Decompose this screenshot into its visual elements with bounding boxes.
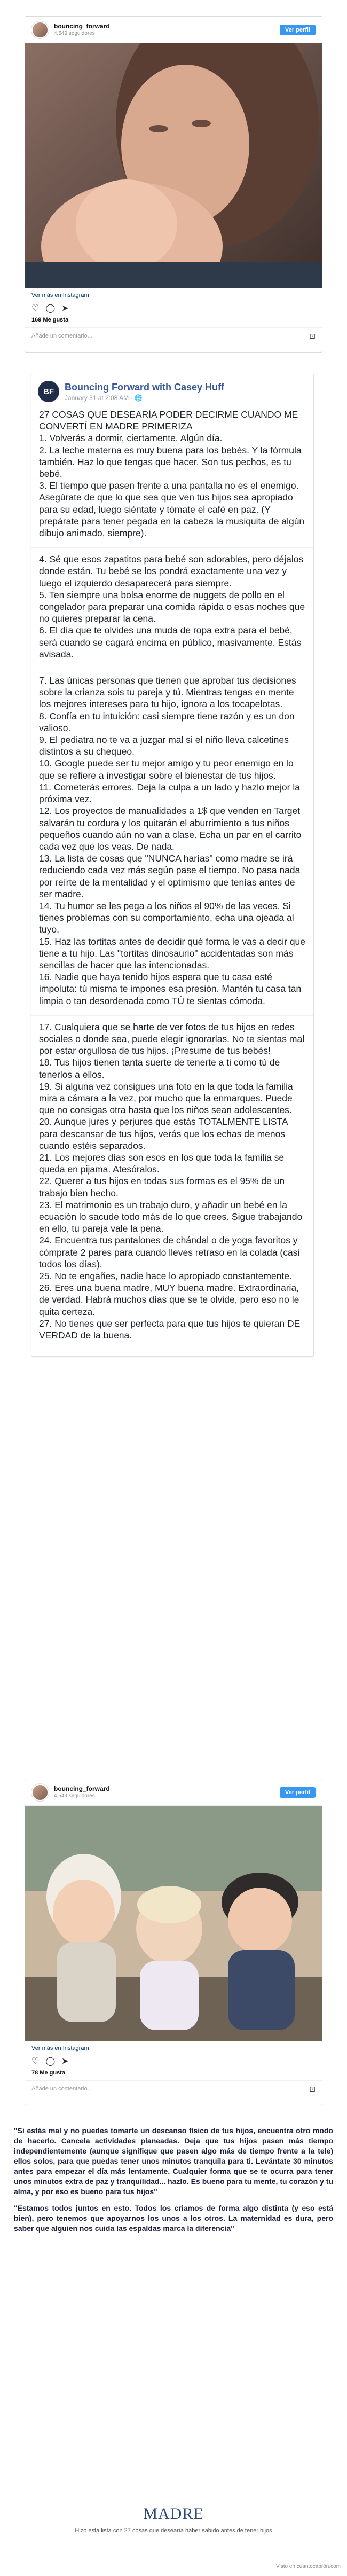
- quote-paragraph-1: "Si estás mal y no puedes tomarte un descanso físico de tus hijos, encuentra otro modo de hacerlo. Cancela actividades planeadas. Deja que tus hijos pasen más tiempo independientemente (aunque signifique que pasen algo más de tiempo frente a la tele) ellos solos, para que puedas tener unos minutos tranquila para ti. Levántate 30 minutos antes para empezar el día más lentamente. Cualquier forma que se te ocurra para tener unos minutos extra de paz y tranquilidad... hazlo. Es bueno para tu mente, tu corazón y tu alma, y por eso es bueno para tus hijos": [14, 2126, 333, 2196]
- ig-header: [25, 1779, 322, 1806]
- ig-avatar[interactable]: [31, 1784, 49, 1801]
- list-item: 18. Tus hijos tienen tanta suerte de tenerte a ti como tú de tenerlos a ellos.: [39, 1057, 280, 1080]
- ig-header: [25, 17, 322, 43]
- ig-followers: 4,549 seguidores: [54, 30, 95, 36]
- list-item: 25. No te engañes, nadie hace lo apropiado constantemente.: [39, 1271, 292, 1282]
- post-section-1: [31, 409, 313, 539]
- list-item: 27. No tienes que ser perfecta para que tus hijos te quieran DE VERDAD de la buena.: [39, 1318, 301, 1341]
- ig-comment-field[interactable]: [25, 327, 322, 344]
- ig-username[interactable]: bouncing_forward: [54, 22, 110, 30]
- post-section-3: [31, 669, 313, 1007]
- page-avatar[interactable]: BF: [38, 381, 59, 402]
- quote-paragraph-2: "Estamos todos juntos en esto. Todos los criamos de forma algo distinta (y eso está bien), pero tenemos que apoyarnos los unos a los otros. La maternidad es dura, pero saber que alguien nos cuida las espaldas marca la diferencia": [14, 2204, 333, 2233]
- ig-view-profile-button[interactable]: Ver perfil: [280, 25, 316, 35]
- ig-photo-mother-baby[interactable]: [25, 43, 322, 288]
- caption-title: MADRE: [143, 2505, 204, 2523]
- list-item: 24. Encuentra tus pantalones de chándal o de yoga favoritos y cómprate 2 pares para cuando lleves retraso en la colada (casi todos los días).: [39, 1235, 300, 1270]
- ig-likes-count: 78 Me gusta: [31, 2070, 65, 2076]
- list-item: 9. El pediatra no te va a juzgar mal si el niño lleva calcetines distintos a su chequeo.: [39, 734, 289, 757]
- ig-view-profile-button[interactable]: Ver perfil: [280, 1787, 316, 1798]
- photo-illustration: [25, 43, 322, 288]
- list-item: 16. Nadie que haya tenido hijos espera que tu casa esté impoluta: tú misma te impones esa presión. Mantén tu casa tan limpia o tan desordenada como TÚ te sientas cómoda.: [39, 972, 302, 1006]
- meme-caption: [0, 2505, 347, 2534]
- list-item: 6. El día que te olvides una muda de ropa extra para el bebé, será cuando se cagará encima en público, masivamente. Estás avisada.: [39, 625, 302, 660]
- list-item: 14. Tu humor se les pega a los niños el 90% de las veces. Si tienes problemas con su comportamiento, echa una ojeada al tuyo.: [39, 900, 294, 935]
- quote-block: [14, 2126, 333, 2240]
- ig-followers: 4,549 seguidores: [54, 1792, 95, 1799]
- list-item: 5. Ten siempre una bolsa enorme de nuggets de pollo en el congelador para preparar una comida rápida o esas noches que no quieres preparar la cena.: [39, 589, 305, 624]
- list-item: 3. El tiempo que pasen frente a una pantalla no es el enemigo. Asegúrate de que lo que sea que ven tus hijos sea apropiado para su edad, luego siéntate y tómate el café en paz. (Y prepárate para tener pegada en la cabeza la musiquita de algún dibujo animado, siempre).: [39, 480, 305, 539]
- list-item: 26. Eres una buena madre, MUY buena madre. Extraordinaria, de verdad. Habrá muchos días que se te olvide, pero eso no le quita certeza.: [39, 1282, 299, 1317]
- ig-comment-placeholder: Añade un comentario...: [31, 333, 92, 339]
- post-title: 27 COSAS QUE DESEARÍA PODER DECIRME CUANDO ME CONVERTÍ EN MADRE PRIMERIZA: [39, 409, 298, 432]
- site-credit[interactable]: Visto en cuantocabrón.com: [275, 2564, 341, 2570]
- instagram-icon[interactable]: ⊡: [309, 331, 316, 340]
- share-icon[interactable]: ➤: [61, 2057, 69, 2066]
- instagram-icon[interactable]: ⊡: [309, 2084, 316, 2093]
- post-section-2: [31, 547, 313, 660]
- facebook-post: [31, 374, 314, 1357]
- ig-likes-count: 169 Me gusta: [31, 317, 69, 323]
- list-item: 1. Volverás a dormir, ciertamente. Algún día.: [39, 433, 223, 444]
- list-item: 4. Sé que esos zapatitos para bebé son adorables, pero déjalos donde están. Tu bebé se los pondrá exactamente una vez y luego el izquierdo desaparecerá para siempre.: [39, 554, 304, 589]
- instagram-embed-1: [25, 16, 322, 353]
- ig-comment-placeholder: Añade un comentario...: [31, 2086, 92, 2092]
- list-item: 7. Las únicas personas que tienen que aprobar tus decisiones sobre la crianza sois tu pareja y tú. Mientras tengas en mente los mejores intereses para tu hijo, ignora a los tocapelotas.: [39, 675, 296, 710]
- heart-icon[interactable]: ♡: [31, 2057, 40, 2066]
- list-item: 22. Querer a tus hijos en todas sus formas es el 95% de un trabajo bien hecho.: [39, 1176, 285, 1199]
- list-item: 17. Cualquiera que se harte de ver fotos de tus hijos en redes sociales o donde sea, puede elegir ignorarlas. No te sientas mal por estar orgullosa de tus hijos. ¡Presume de tus bebés!: [39, 1021, 305, 1056]
- ig-comment-field[interactable]: [25, 2080, 322, 2097]
- post-header: [31, 374, 313, 409]
- ig-photo-three-kids[interactable]: [25, 1806, 322, 2041]
- list-item: 21. Los mejores días son esos en los que toda la familia se queda en pijama. Atesóralos.: [39, 1152, 285, 1175]
- list-item: 15. Haz las tortitas antes de decidir qué forma le vas a decir que tiene a tu hijo. Las "tortitas dinosaurio" accidentadas son más sencillas de hacer que las intencionadas.: [39, 936, 306, 970]
- ig-avatar[interactable]: [31, 21, 49, 38]
- post-section-4: [31, 1015, 313, 1341]
- list-item: 19. Si alguna vez consigues una foto en la que toda la familia mira a cámara a la vez, por mucho que la enmarques. Puede que no consigas otra hasta que los niños sean adolescentes.: [39, 1080, 293, 1116]
- list-item: 2. La leche materna es muy buena para los bebés. Y la fórmula también. Haz lo que tengas que hacer. Son tus pechos, es tu bebé.: [39, 444, 302, 480]
- ig-username[interactable]: bouncing_forward: [54, 1784, 110, 1792]
- caption-description: Hizo esta lista con 27 cosas que desearía haber sabido antes de tener hijos: [75, 2527, 272, 2534]
- ig-view-more-link[interactable]: Ver más en Instagram: [31, 2045, 89, 2052]
- heart-icon[interactable]: ♡: [31, 304, 40, 313]
- post-date[interactable]: January 31 at 2:08 AM · 🌐: [65, 394, 143, 402]
- list-item: 23. El matrimonio es un trabajo duro, y añadir un bebé en la ecuación lo sacude todo más de lo que crees. Sigue trabajando en ello, tu pareja vale la pena.: [39, 1199, 303, 1234]
- list-item: 13. La lista de cosas que "NUNCA harías" como madre se irá reduciendo cada vez más según pase el tiempo. No pasa nada por reírte de la mentalidad y el optimismo que tenías antes de ser madre.: [39, 853, 301, 899]
- photo-illustration: [25, 1806, 322, 2041]
- page-name[interactable]: Bouncing Forward with Casey Huff: [65, 381, 225, 393]
- instagram-embed-2: [25, 1779, 322, 2105]
- list-item: 11. Cometerás errores. Deja la culpa a un lado y hazlo mejor la próxima vez.: [39, 781, 300, 805]
- comment-icon[interactable]: ◯: [45, 304, 56, 313]
- list-item: 20. Aunque jures y perjures que estás TOTALMENTE LISTA para descansar de tus hijos, verás que los echas de menos cuando estéis separados.: [39, 1116, 288, 1151]
- list-item: 10. Google puede ser tu mejor amigo y tu peor enemigo en lo que se refiere a investigar sobre el bienestar de tus hijos.: [39, 758, 294, 781]
- share-icon[interactable]: ➤: [61, 304, 69, 313]
- list-item: 8. Confía en tu intuición: casi siempre tiene razón y es un don valioso.: [39, 710, 295, 733]
- ig-view-more-link[interactable]: Ver más en Instagram: [31, 292, 89, 299]
- comment-icon[interactable]: ◯: [45, 2057, 56, 2066]
- list-item: 12. Los proyectos de manualidades a 1$ que venden en Target salvarán tu cordura y los quitarán el aburrimiento a tus niños pequeños cuando aún no van a clase. Echa un par en el carrito cada vez que los veas. De nada.: [39, 805, 302, 852]
